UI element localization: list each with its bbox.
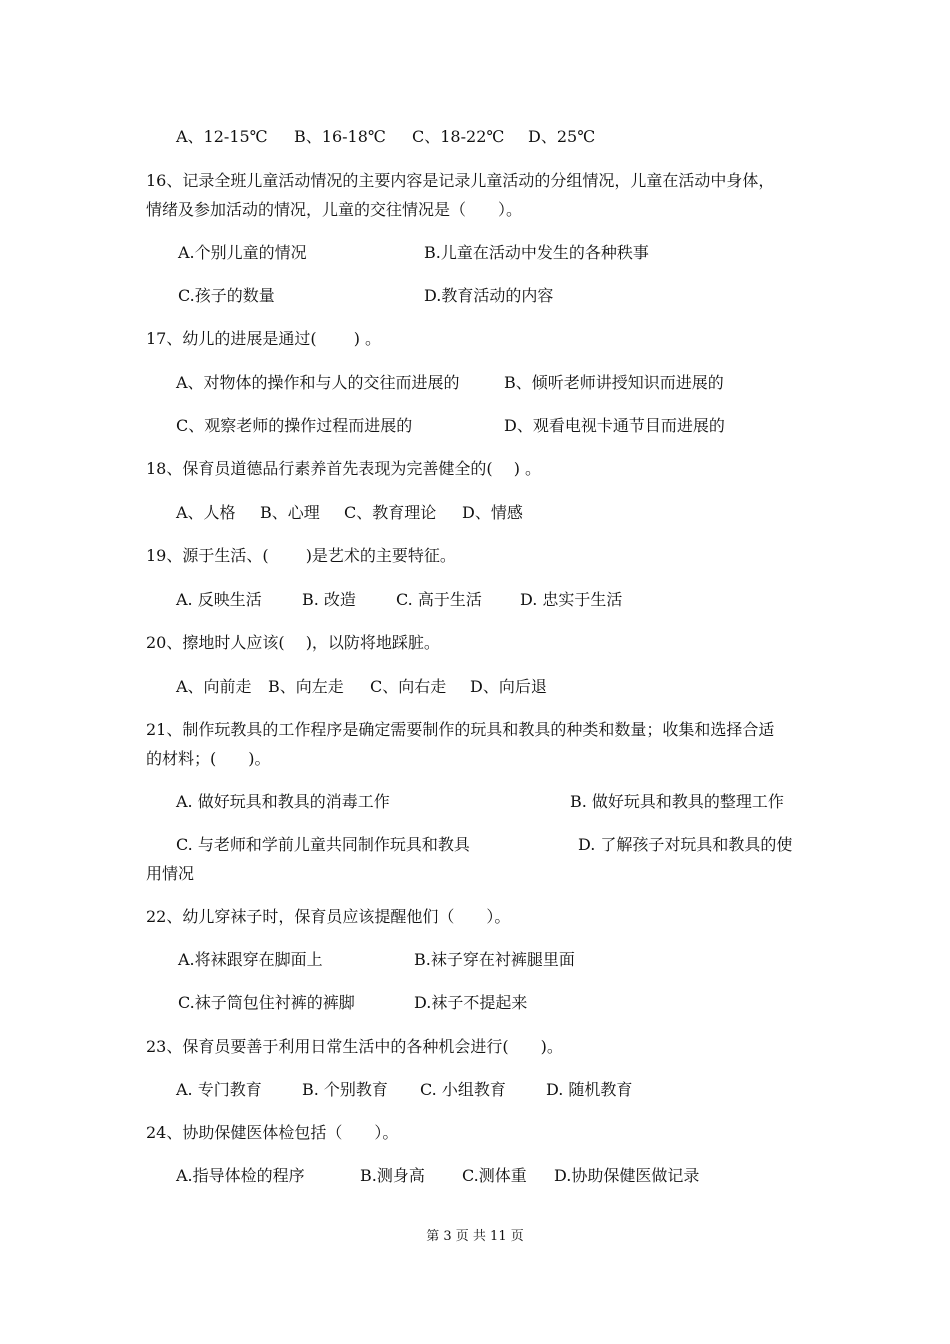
q18-option-b: B、心理	[260, 503, 320, 522]
q22-option-c: C.袜子筒包住衬裤的裤脚	[178, 993, 355, 1012]
q23-stem: 23、保育员要善于利用日常生活中的各种机会进行( )。	[146, 1037, 563, 1056]
page-number-footer: 第 3 页 共 11 页	[426, 1229, 524, 1244]
q20-option-c: C、向右走	[370, 677, 447, 696]
q24-option-d: D.协助保健医做记录	[554, 1166, 700, 1185]
q16-stem-line2: 情绪及参加活动的情况，儿童的交往情况是（ ）。	[146, 200, 523, 219]
q17-option-a: A、对物体的操作和与人的交往而进展的	[176, 373, 460, 392]
q18-option-d: D、情感	[462, 503, 523, 522]
q20-stem: 20、擦地时人应该( )，以防将地踩脏。	[146, 633, 440, 652]
q22-option-d: D.袜子不提起来	[414, 993, 528, 1012]
q15-option-b: B、16-18℃	[294, 127, 386, 146]
q17-stem: 17、幼儿的进展是通过( ) 。	[146, 329, 382, 348]
q21-option-a: A. 做好玩具和教具的消毒工作	[176, 792, 390, 811]
q15-option-c: C、18-22℃	[412, 127, 505, 146]
q22-option-b: B.袜子穿在衬裤腿里面	[414, 950, 575, 969]
q18-option-c: C、教育理论	[344, 503, 437, 522]
q19-stem: 19、源于生活、( )是艺术的主要特征。	[146, 546, 456, 565]
q21-option-c: C. 与老师和学前儿童共同制作玩具和教具	[176, 835, 470, 854]
q19-option-d: D. 忠实于生活	[520, 590, 623, 609]
q19-option-b: B. 改造	[302, 590, 356, 609]
q24-option-c: C.测体重	[462, 1166, 527, 1185]
q15-option-a: A、12-15℃	[176, 127, 268, 146]
q22-option-a: A.将袜跟穿在脚面上	[178, 950, 323, 969]
q17-option-b: B、倾听老师讲授知识而进展的	[504, 373, 724, 392]
q22-stem: 22、幼儿穿袜子时，保育员应该提醒他们（ ）。	[146, 907, 511, 926]
q21-option-b: B. 做好玩具和教具的整理工作	[570, 792, 784, 811]
q17-option-d: D、观看电视卡通节目而进展的	[504, 416, 725, 435]
q20-option-a: A、向前走	[176, 677, 252, 696]
q21-stem-line2: 的材料；( )。	[146, 749, 271, 768]
q24-option-a: A.指导体检的程序	[176, 1166, 305, 1185]
q21-stem-line1: 21、制作玩教具的工作程序是确定需要制作的玩具和教具的种类和数量；收集和选择合适	[146, 720, 775, 739]
q20-option-d: D、向后退	[470, 677, 547, 696]
q24-stem: 24、协助保健医体检包括（ ）。	[146, 1123, 399, 1142]
q16-option-c: C.孩子的数量	[178, 286, 275, 305]
q16-option-a: A.个别儿童的情况	[178, 243, 307, 262]
q23-option-b: B. 个别教育	[302, 1080, 388, 1099]
q23-option-c: C. 小组教育	[420, 1080, 506, 1099]
q21-option-d-continued: 用情况	[146, 864, 195, 883]
q16-stem-line1: 16、记录全班儿童活动情况的主要内容是记录儿童活动的分组情况，儿童在活动中身体，	[146, 171, 775, 190]
q16-option-b: B.儿童在活动中发生的各种秩事	[424, 243, 649, 262]
q20-option-b: B、向左走	[268, 677, 344, 696]
q17-option-c: C、观察老师的操作过程而进展的	[176, 416, 413, 435]
q19-option-a: A. 反映生活	[176, 590, 262, 609]
q19-option-c: C. 高于生活	[396, 590, 482, 609]
q23-option-a: A. 专门教育	[176, 1080, 262, 1099]
q21-option-d: D. 了解孩子对玩具和教具的使	[578, 835, 793, 854]
q16-option-d: D.教育活动的内容	[424, 286, 554, 305]
q18-stem: 18、保育员道德品行素养首先表现为完善健全的( ) 。	[146, 459, 542, 478]
q23-option-d: D. 随机教育	[546, 1080, 633, 1099]
q15-option-d: D、25℃	[528, 127, 596, 146]
q18-option-a: A、人格	[176, 503, 236, 522]
q24-option-b: B.测身高	[360, 1166, 425, 1185]
